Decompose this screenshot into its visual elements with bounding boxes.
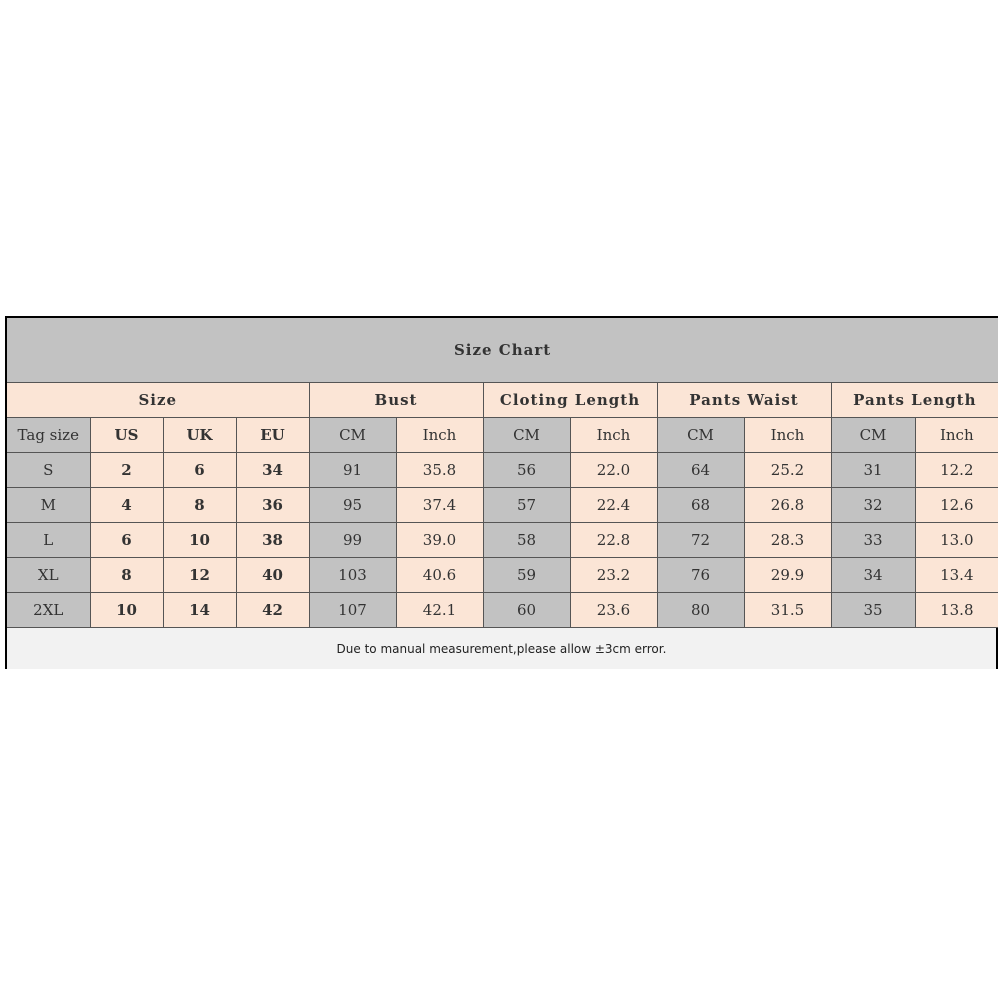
cell-bust-inch: 39.0 — [396, 523, 483, 558]
cell-us: 4 — [90, 488, 163, 523]
cell-eu: 36 — [236, 488, 309, 523]
size-table — [7, 318, 998, 628]
cell-tag-size: M — [7, 488, 90, 523]
cell-waist-cm: 80 — [657, 593, 744, 628]
group-bust: Bust — [309, 383, 483, 418]
cell-bust-cm: 107 — [309, 593, 396, 628]
cell-us: 6 — [90, 523, 163, 558]
cell-eu: 42 — [236, 593, 309, 628]
cell-pants-length-cm: 35 — [831, 593, 915, 628]
subheader-length-cm: CM — [483, 418, 570, 453]
cell-tag-size: L — [7, 523, 90, 558]
measurement-note: Due to manual measurement,please allow ±3cm error. — [7, 628, 996, 669]
subheader-bust-inch: Inch — [396, 418, 483, 453]
group-size: Size — [7, 383, 309, 418]
subheader-uk: UK — [163, 418, 236, 453]
cell-uk: 10 — [163, 523, 236, 558]
cell-length-inch: 22.8 — [570, 523, 657, 558]
subheader-us: US — [90, 418, 163, 453]
cell-us: 10 — [90, 593, 163, 628]
cell-length-cm: 58 — [483, 523, 570, 558]
subheader-tag-size: Tag size — [7, 418, 90, 453]
cell-tag-size: 2XL — [7, 593, 90, 628]
cell-waist-inch: 25.2 — [744, 453, 831, 488]
cell-length-inch: 23.6 — [570, 593, 657, 628]
cell-length-inch: 22.0 — [570, 453, 657, 488]
subheader-eu: EU — [236, 418, 309, 453]
cell-bust-inch: 37.4 — [396, 488, 483, 523]
cell-waist-cm: 72 — [657, 523, 744, 558]
cell-length-inch: 23.2 — [570, 558, 657, 593]
cell-pants-length-inch: 13.0 — [915, 523, 998, 558]
group-pants-length: Pants Length — [831, 383, 998, 418]
group-clothing-length: Cloting Length — [483, 383, 657, 418]
cell-tag-size: XL — [7, 558, 90, 593]
table-row — [7, 523, 998, 558]
cell-tag-size: S — [7, 453, 90, 488]
cell-waist-cm: 64 — [657, 453, 744, 488]
cell-pants-length-cm: 33 — [831, 523, 915, 558]
cell-pants-length-inch: 13.8 — [915, 593, 998, 628]
cell-length-cm: 59 — [483, 558, 570, 593]
cell-bust-inch: 42.1 — [396, 593, 483, 628]
cell-bust-cm: 99 — [309, 523, 396, 558]
cell-eu: 40 — [236, 558, 309, 593]
cell-eu: 38 — [236, 523, 309, 558]
cell-bust-cm: 91 — [309, 453, 396, 488]
cell-waist-cm: 76 — [657, 558, 744, 593]
cell-pants-length-cm: 32 — [831, 488, 915, 523]
cell-eu: 34 — [236, 453, 309, 488]
cell-bust-inch: 35.8 — [396, 453, 483, 488]
cell-pants-length-inch: 12.2 — [915, 453, 998, 488]
cell-length-inch: 22.4 — [570, 488, 657, 523]
cell-pants-length-cm: 34 — [831, 558, 915, 593]
cell-length-cm: 60 — [483, 593, 570, 628]
subheader-length-inch: Inch — [570, 418, 657, 453]
cell-pants-length-inch: 12.6 — [915, 488, 998, 523]
subheader-row — [7, 418, 998, 453]
cell-us: 8 — [90, 558, 163, 593]
cell-us: 2 — [90, 453, 163, 488]
table-row — [7, 558, 998, 593]
cell-waist-inch: 28.3 — [744, 523, 831, 558]
cell-uk: 8 — [163, 488, 236, 523]
cell-waist-inch: 31.5 — [744, 593, 831, 628]
cell-pants-length-cm: 31 — [831, 453, 915, 488]
chart-title: Size Chart — [7, 318, 998, 383]
cell-waist-inch: 29.9 — [744, 558, 831, 593]
cell-uk: 12 — [163, 558, 236, 593]
cell-waist-inch: 26.8 — [744, 488, 831, 523]
cell-bust-cm: 103 — [309, 558, 396, 593]
cell-waist-cm: 68 — [657, 488, 744, 523]
cell-uk: 6 — [163, 453, 236, 488]
subheader-bust-cm: CM — [309, 418, 396, 453]
cell-bust-cm: 95 — [309, 488, 396, 523]
cell-pants-length-inch: 13.4 — [915, 558, 998, 593]
subheader-pants-length-inch: Inch — [915, 418, 998, 453]
group-pants-waist: Pants Waist — [657, 383, 831, 418]
table-row — [7, 593, 998, 628]
table-row — [7, 488, 998, 523]
cell-uk: 14 — [163, 593, 236, 628]
cell-length-cm: 56 — [483, 453, 570, 488]
subheader-waist-inch: Inch — [744, 418, 831, 453]
cell-bust-inch: 40.6 — [396, 558, 483, 593]
table-row — [7, 453, 998, 488]
cell-length-cm: 57 — [483, 488, 570, 523]
size-chart — [5, 316, 998, 669]
subheader-waist-cm: CM — [657, 418, 744, 453]
subheader-pants-length-cm: CM — [831, 418, 915, 453]
